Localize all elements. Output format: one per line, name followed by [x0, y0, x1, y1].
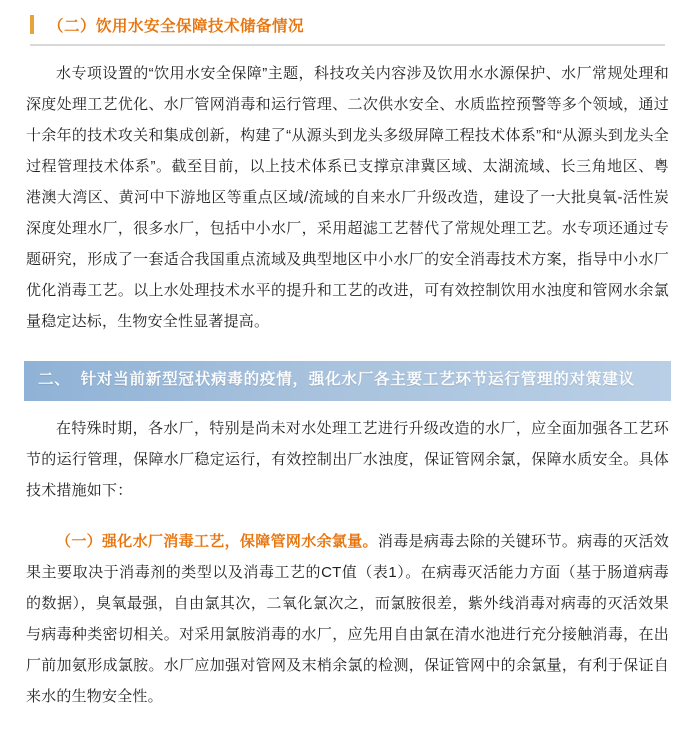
heading-accent-bar: [30, 15, 34, 34]
spacer: [22, 339, 673, 347]
section-2-paragraph: 在特殊时期，各水厂，特别是尚未对水处理工艺进行升级改造的水厂，应全面加强各工艺环节的运行管理，保障水厂稳定运行，有效控制出厂水浊度，保证管网余氯，保障水质安全。具体技术措施如下：: [26, 420, 669, 499]
section-2-number: 二、: [38, 371, 71, 388]
subsection-1-heading: （一）强化水厂消毒工艺，保障管网水余氯量。: [56, 533, 378, 550]
section-2-banner: [24, 361, 671, 401]
section-heading-1: [22, 10, 673, 40]
section-1-paragraph: 水专项设置的“饮用水安全保障”主题，科技攻关内容涉及饮用水水源保护、水厂常规处理和深度处理工艺优化、水厂管网消毒和运行管理、二次供水安全、水质监控预警等多个领域，通过十余年的技术攻关和集成创新，构建了“从源头到龙头多级屏障工程技术体系”和“从源头到龙头全过程管理技术体系”。截至目前，以上技术体系已支撑京津冀区域、太湖流域、长三角地区、粤港澳大湾区、黄河中下游地区等重点区域/流域的自来水厂升级改造，建设了一大批臭氧-活性炭深度处理水厂，很多水厂，包括中小水厂，采用超滤工艺替代了常规处理工艺。水专项还通过专题研究，形成了一套适合我国重点流域及典型地区中小水厂的安全消毒技术方案，指导中小水厂优化消毒工艺。以上水处理技术水平的提升和工艺的改进，可有效控制饮用水浊度和管网水余氯量稳定达标，生物安全性显著提高。: [26, 65, 669, 330]
section-2-title: 针对当前新型冠状病毒的疫情，强化水厂各主要工艺环节运行管理的对策建议: [80, 371, 635, 388]
heading-divider: [30, 44, 665, 46]
spacer: [22, 508, 673, 516]
subsection-1-paragraph: [22, 516, 673, 714]
subsection-1-body: 消毒是病毒去除的关键环节。病毒的灭活效果主要取决于消毒剂的类型以及消毒工艺的CT值（表1）。在病毒灭活能力方面（基于肠道病毒的数据），臭氧最强，自由氯其次，二氧化氯次之，而氯胺很差，紫外线消毒对病毒的灭活效果与病毒种类密切相关。对采用氯胺消毒的水厂，应先用自由氯在清水池进行充分接触消毒，在出厂前加氨形成氯胺。水厂应加强对管网及末梢余氯的检测，保证管网中的余氯量，有利于保证自来水的生物安全性。: [26, 533, 669, 705]
section-heading-1-text: （二）饮用水安全保障技术储备情况: [48, 18, 305, 35]
document-page: [0, 10, 695, 734]
